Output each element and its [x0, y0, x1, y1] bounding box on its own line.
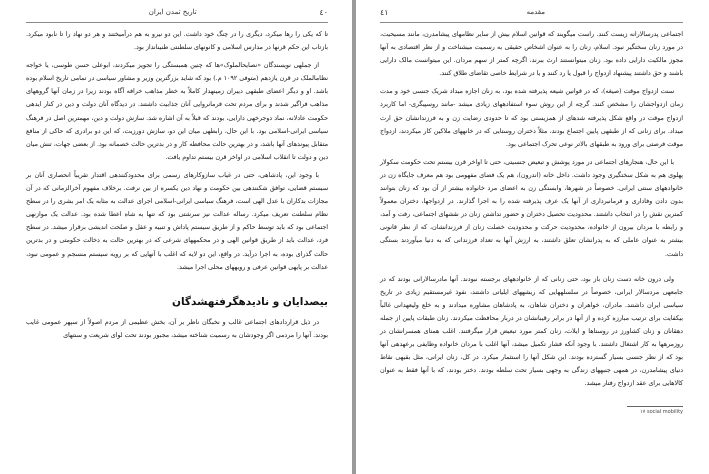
footnote: ۱۷ social mobility [640, 409, 683, 416]
right-paragraph-3: با این حال، هنجارهای اجتماعی در مورد پوشش و تبعیض جنسیتی، حتی تا اواخر قرن بیستم تحت حکومت سکولار پهلوی هم به شکل سختگیری وجود داشت. داخل خانه (اندرون)، هم یک فضای مفهومی بود هم معرف جایگاه زن در خانوادههای سنتی ایرانی. خصوصاً در شهرها، وابستگی زن به اعضای مرد خانواده بیشتر از آن بود که زنان بتوانند بدون دادن وفاداری و فرمانبرداری از آنها یک عرف پذیرفته شده را به اجرا گذارند. در ازدواجها، دختران معمولاً کمترین نقش را در انتخاب داشتند. محدودیت تحصیل دختران و حضور نداشتن زنان در نقشهای اجتماعی، رفت و آمد، و رابطه با مردان بیرون از خانواده، محدودیت حرکت و محدودیت خصلت زنان از فرزندانشان، که از نظر قانونی بیشتر به عنوان عاملی که به پدرانشان تعلق داشتند، به ارزش آنها به تعداد فرزندانی که به دنیا میآوردند بستگی داشت. [380, 158, 683, 258]
left-paragraph-2: از جملهی نویسندگان «نصایحالملوک»ها که چنین همبستگی را تجویز میکردند، ابوعلی حسن طوسی، یا خواجه نظامالملک در قرن یازدهم (متوفی ۱۰۹۲ م.) بود که شاید بزرگترین وزیر و مشاور سیاسی در تمامی تاریخ اسلام بوده باشد. او و دیگر اعضای طبقهی دیبران زمینهدار کاملاً به خطر مذاهب خرافه آگاه بودند زیرا در زمان آنها گروههای مذاهب فراگیر شدند و برای مردم تحت فرمانروایی آنان جذابیت داشتند. در دیدگاه آنان دولت و دین در کنار ایدهی حکومت عادلانه، نماد دوجرخهی دارایی، بودند که قبلاً به آن اشاره شد. سازش دولت و دین، مهمترین اصل در فرهنگ سیاسی ایرانی-اسلامی بود. با این حال، رابطهی میان این دو، سازش دورزیت، که این دو برادری که حاکی از منافع متقابل پیوندهای آنها باشد، و در بهترین حالت محافظه کار و در بدترین حالت خصمانه بود. از بعضی جهات، تنش میان دین و دولت تا انقلاب اسلامی در اواخر قرن بیستم تداوم یافت. [26, 62, 328, 161]
section-heading: بیصدایان و نادیدهگرفتهشدگان [172, 295, 328, 308]
right-running-title: مقدمه [526, 8, 546, 16]
left-paragraph-4: در ذیل قراردادهای اجتماعی غالب و نخبگان ناظر بر آن، بخش عظیمی از مردم اصولاً از سپهر عمومی غایب بودند. آنها را مردمی اگر وجودشان به رسمیت شناخته میشد، مجبور بودند تحت لوای شریعت و سنتهای [26, 318, 328, 339]
left-running-title: تاریخ تمدن ایران [148, 8, 197, 16]
right-paragraph-4: ولی درون خانه دست زنان باز بود، حتی زنانی که از خانوادههای برجسته نبودند. آنها مادرسالارانی بودند که در جامعهی مردسالار ایرانی، خصوصاً در سلسلههایی که ریشههای ایلیاتی داشتند، نفوذ غیرمستقیم زیادی در تاریخ سیاسی ایران داشتند. مادران، خواهران و دختران شاهان، به پادشاهان مشاوره میدادند و به خلع ولیعهدانی غالباً بیکفایت برای ترتیب مبارزه کرده و از آنها در برابر رقیبانشان در دربار محافظت میکردند. زنان طبقات پایین از جمله دهقانان و زنان کشاورز در روستاها و ایلات، زنان کمتر مورد تبعیض قرار میگرفتند. اغلب همتای همسرانشان در روزمرهها به کار اشتغال داشتند. با وجود آنکه فشار تکمیل میشد، آنها اغلب با مردان خانواده وظایفی برعهدهی آنها بود که از نظر جنسی بسیار گسترده بودند. این شکل آنها را استثمار میکرد. در کل، زنان ایرانی، مثل بقیهی نقاط دنیای پیشامدرن، در همهی جنبههای زندگی به وجهی بسیار تحت سلطه بودند. دختر بودند، که با آنها فقط به عنوان کالاهایی برای عقد ازدواج رفتار میشد. [380, 275, 683, 388]
left-paragraph-1: تا که یکی را رها میکرد، دیگری را در چنگ خود داشت. این دو نیرو به هم درآمیختند و هر دو نهاد را تا نابود میکرد. بازتاب این حکم قرنها در مدارس اسلامی و کانونهای سلطنتی طنینانداز بود. [26, 31, 328, 52]
right-paragraph-1: اجتماعی پدرسالارانه زیست کنند. راست میگویند که قوانین اسلام بیش از سایر نظامهای پیشامدرن، مانند مسیحیت، در مورد زنان سختگیر نبود. اسلام، زنان را به عنوان اشخاص حقیقی به رسمیت میشناخت و از نظر اقتصادی به آنها مجوز مالکیت دارایی داده بود. زنان میتوانستند ارث ببرند، اگرچه کمتر از سهم مردان. این میتوانست مالک دارایی باشند و حق داشتند پیشنهاد ازدواج را قبول یا رد کنند و یا در شرایط خاصی تقاضای طلاق کنند. [380, 31, 683, 78]
left-paragraph-3: با وجود این، پادشاهی، حتی در غیاب سازوکارهای رسمی برای محدودکنندهی اقتدار تقریباً انحصاری آنان بر سیستم قضایی، توافق شکنندهی بین حکومت و نهاد دین یکسره از بین نرفت. برخلاف مفهوم آخرالزمانی که در آن مجازات بدکاران با عدل الهی است، فرهنگ سیاسی ایرانی-اسلامی اجرای عدالت به مثابه یک امر بشری را در سطح نظام سلطنت تعریف میکرد. رساله عدالت نیز سرشتی بود که تنها به شاه اعطا شده بود. عدالت یک موازنهی اجتماعی بود که باید توسط حاکم و از طریق سیستم پاداش و تنبیه و عقل و صلحت اندیشی برقرار میشد. در سطح فرد، عدالت باید از طریق قوانین الهی و در محکمههای شرعی که در بهترین حالت به دخالت حکومتی و در بدترین حالت گذرای بوده، به اجرا درآید. در واقع، این دو لایه که اغلب با آنهایی که بر رویه سیستم منسجم و عمومی نبود، عدالت بر پایهی قوانین عرفی و رویههای محلی اجرا میشد. [26, 171, 328, 271]
footnote-rule [627, 406, 683, 407]
right-page [356, 0, 709, 474]
right-paragraph-2: سنت ازدواج موقت (صیغه)، که در قوانین شیعه پذیرفته شده بود، به زنان اجازه میداد شریک جنسی خود و مدت زمان ازدواجشان را مشخص کنند. گرچه از این روش سوء استفادههای زیادی میشد -مانند روسپیگری- اما کاربرد ازدواج موقت در واقع شکل پذیرفته شدهای از همزیستی بود که تا حدودی رضایت زن و به فرزندانشان حق ارث میداد. برای زنانی که از طبقهی پایین اجتماع بودند، مثلاً دختران روستایی که در خانههای ملاکین کار میکردند، ازدواج موقت فرصتی برای ورود به طبقهای بالاتر نوعی تحرک اجتماعی بود. [380, 88, 683, 148]
left-page-number: ٤٠ [319, 7, 328, 17]
left-page [0, 0, 352, 474]
right-page-number: ٤١ [380, 7, 389, 17]
left-page-header [26, 2, 328, 23]
right-page-header [380, 2, 683, 23]
